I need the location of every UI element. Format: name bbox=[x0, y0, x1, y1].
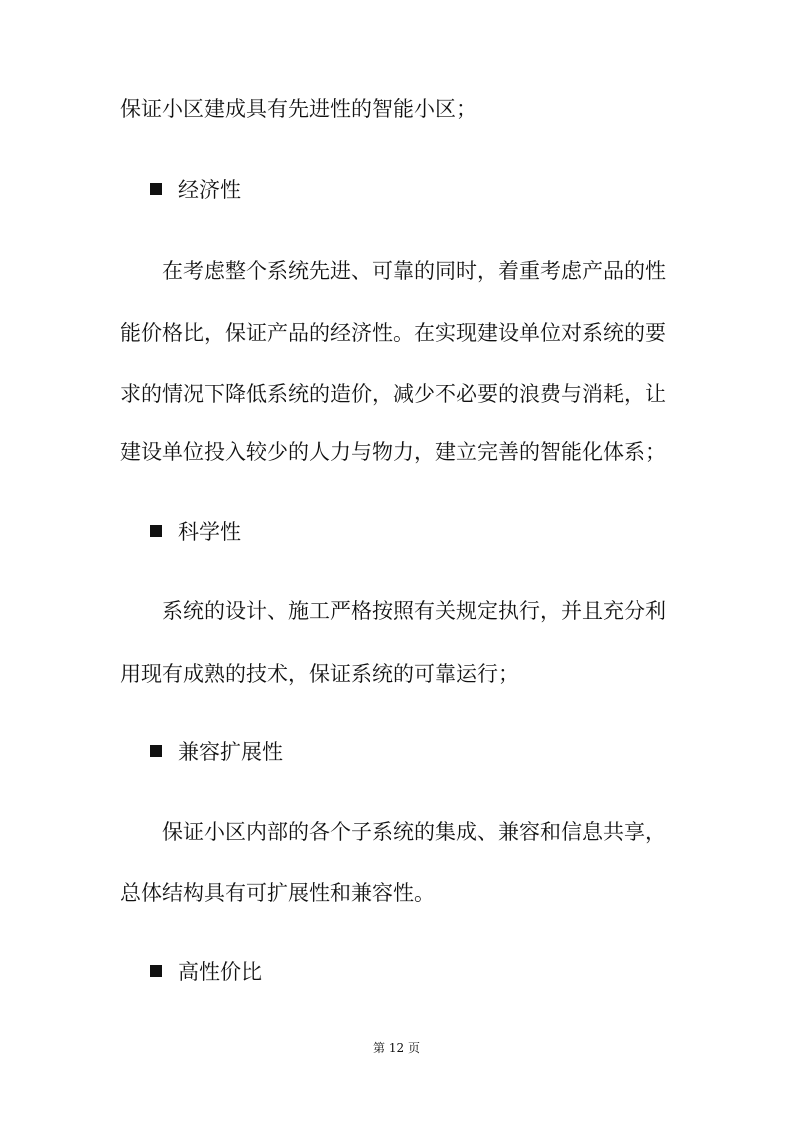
paragraph-line: 保证小区建成具有先进性的智能小区； bbox=[120, 97, 477, 121]
section-heading-cost-performance bbox=[150, 958, 262, 986]
heading-label: 科学性 bbox=[178, 520, 241, 544]
paragraph-line: 在考虑整个系统先进、可靠的同时，着重考虑产品的性 bbox=[162, 259, 666, 283]
square-bullet-icon bbox=[150, 965, 162, 977]
paragraph-line: 求的情况下降低系统的造价，减少不必要的浪费与消耗，让 bbox=[120, 382, 666, 406]
section-heading-economy bbox=[150, 176, 241, 204]
section-heading-compatibility bbox=[150, 738, 283, 766]
paragraph-line: 用现有成熟的技术，保证系统的可靠运行； bbox=[120, 662, 519, 686]
square-bullet-icon bbox=[150, 525, 162, 537]
paragraph-line: 能价格比，保证产品的经济性。在实现建设单位对系统的要 bbox=[120, 321, 666, 345]
paragraph-line: 系统的设计、施工严格按照有关规定执行，并且充分利 bbox=[162, 599, 666, 623]
heading-label: 经济性 bbox=[178, 178, 241, 202]
paragraph-line: 建设单位投入较少的人力与物力，建立完善的智能化体系； bbox=[120, 440, 666, 464]
paragraph-line: 保证小区内部的各个子系统的集成、兼容和信息共享， bbox=[162, 820, 666, 844]
page-number: 第 12 页 bbox=[373, 1041, 420, 1055]
square-bullet-icon bbox=[150, 183, 162, 195]
paragraph-line: 总体结构具有可扩展性和兼容性。 bbox=[120, 881, 435, 905]
section-heading-science bbox=[150, 518, 241, 546]
heading-label: 兼容扩展性 bbox=[178, 740, 283, 764]
square-bullet-icon bbox=[150, 745, 162, 757]
heading-label: 高性价比 bbox=[178, 960, 262, 984]
